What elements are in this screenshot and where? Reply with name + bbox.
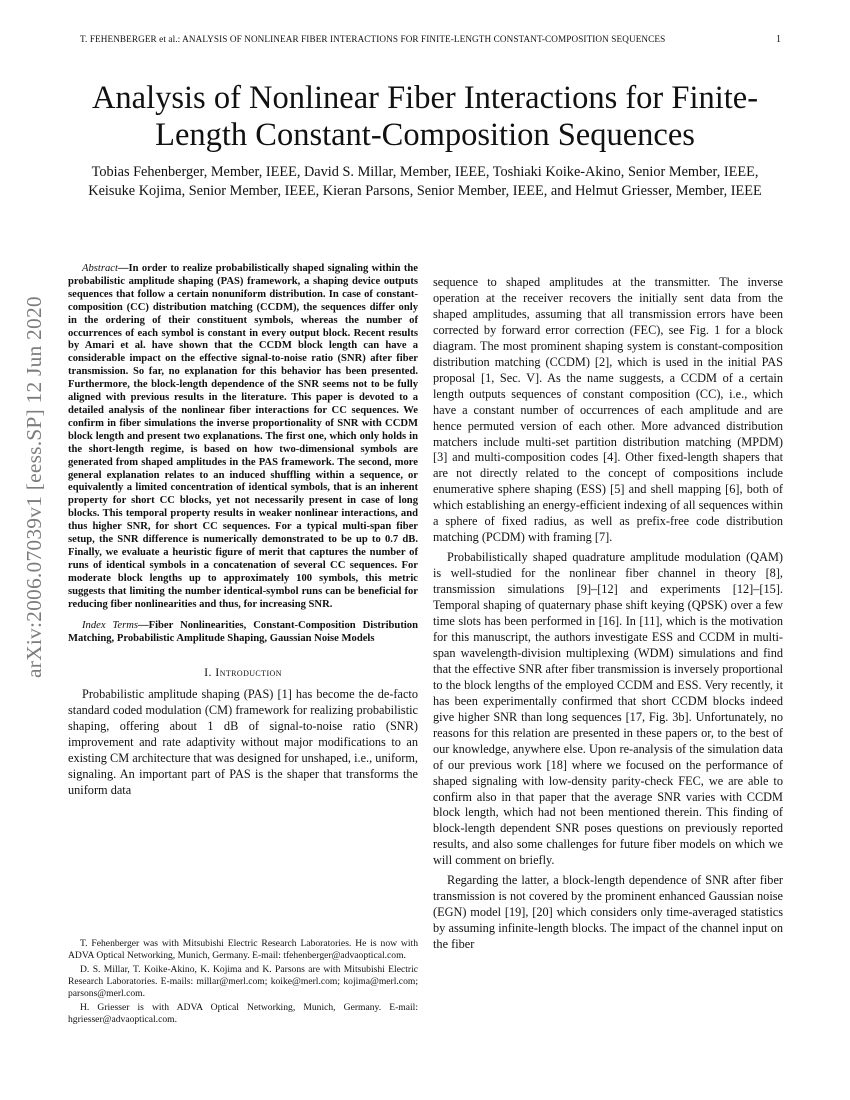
footnotes xyxy=(68,938,418,1028)
section-heading-introduction: I. Introduction xyxy=(204,665,282,680)
left-column xyxy=(68,263,418,799)
paper-title: Analysis of Nonlinear Fiber Interactions for Finite-Length Constant-Composition Sequences xyxy=(91,80,759,153)
abstract-text: —In order to realize probabilistically shaped signaling within the probabilistic amplitude shaping (PAS) framework, a shaping device outputs sequences that follow a certain nonuniform distribution. In case of constant-composition (CC) distribution matching (CCDM), the sequences differ only in the ordering of their constituent symbols, whereas the number of occurrences of each symbol is constant in every output block. Recent results by Amari et al. have shown that the CCDM block length can have a considerable impact on the effective signal-to-noise ratio (SNR) after fiber transmission. So far, no explanation for this behavior has been presented. Furthermore, the block-length dependence of the SNR seems not to be fully aligned with previous results in the literature. This paper is devoted to a detailed analysis of the nonlinear fiber interactions for CC sequences. We confirm in fiber simulations the inverse proportionality of SNR with CCDM block length and present two explanations. The first one, which only holds in the short-length regime, is based on how two-dimensional symbols are generated from shaped amplitudes in the PAS framework. The second, more general explanation relates to an induced shuffling within a sequence, or equivalently a limited concentration of identical symbols, that is an inherent property for short CC blocks, yet not necessarily present in case of long blocks. This temporal property results in weaker nonlinear interactions, and thus higher SNR, for short CC sequences. For a typical multi-span fiber setup, the SNR difference is numerically demonstrated to be up to 0.7 dB. Finally, we evaluate a heuristic figure of merit that captures the number of runs of identical symbols in a concatenation of several CC sequences. For moderate block lengths up to approximately 100 symbols, this metric suggests that limiting the number identical-symbol runs can be beneficial for reducing fiber nonlinearities and thus, for increasing SNR. xyxy=(68,263,418,610)
index-terms-text: —Fiber Nonlinearities, Constant-Composition Distribution Matching, Probabilistic Amplitude Shaping, Gaussian Noise Models xyxy=(68,620,418,645)
intro-paragraph-1: Probabilistic amplitude shaping (PAS) [1] has become the de-facto standard coded modulation (CM) framework for realizing probabilistic shaping, offering about 1 dB of signal-to-noise ratio (SNR) improvement and rate adaptivity without major modifications to an existing CM architecture that was designed for unshaped, i.e., uniform, signaling. An important part of PAS is the shaper that transforms the uniform data xyxy=(68,687,418,797)
right-paragraph-1: sequence to shaped amplitudes at the transmitter. The inverse operation at the receiver recovers the initially sent data from the shaped amplitudes, assuming that all transmission errors have been corrected by forward error correction (FEC), see Fig. 1 for a block diagram. The most prominent shaping system is constant-composition distribution matching (CCDM) [2], which is used in the initial PAS proposal [1, Sec. V]. As the name suggests, a CCDM of a certain length outputs sequences of constant composition (CC), i.e., which have a constant number of occurrences of each amplitude and are hence permuted version of each other. More advanced distribution matchers include multi-set partition distribution matching (MPDM) [3] and multi-composition codes [4]. Other fixed-length shapers that are not directly related to the concept of compositions include enumerative sphere shaping (ESS) [5] and shell mapping [6], both of which establishing an energy-efficient indexing of all sequences within a sphere of fixed radius, as well as prefix-free code distribution matching (PCDM) with framing [7]. xyxy=(433,275,783,545)
arxiv-identifier-stamp: arXiv:2006.07039v1 [eess.SP] 12 Jun 2020 xyxy=(22,296,46,678)
author-list: Tobias Fehenberger, Member, IEEE, David S. Millar, Member, IEEE, Toshiaki Koike-Akino, Senior Member, IEEE, Keisuke Kojima, Senior Member, IEEE, Kieran Parsons, Senior Member, IEEE, and Helmut Griesser, Member, IEEE xyxy=(88,164,762,199)
footnote-2: D. S. Millar, T. Koike-Akino, K. Kojima and K. Parsons are with Mitsubishi Electric Research Laboratories. E-mails: millar@merl.com; koike@merl.com; kojima@merl.com; parsons@merl.com. xyxy=(68,964,418,999)
index-terms xyxy=(68,620,418,646)
right-paragraph-2: Probabilistically shaped quadrature amplitude modulation (QAM) is well-studied for the nonlinear fiber channel in theory [8], transmission simulations [9]–[12] and experiments [12]–[15]. Temporal shaping of quaternary phase shift keying (QPSK) over a few time slots has been performed in [16]. In [11], which is the motivation for this manuscript, the authors investigate ESS and CCDM in multi-span wavelength-division multiplexing (WDM) simulations and find that the effective SNR after fiber transmission is inversely proportional to the block lengths of the employed CCDM and ESS. Very recently, it has been experimentally confirmed that short CCDM blocks indeed give higher SNR than long sequences [17, Fig. 3b]. Unfortunately, no reasons for this relation are presented in these papers or, to the best of our knowledge, anywhere else. Upon re-analysis of the simulation data of our previous work [18] where we focused on the performance of shaped signaling with low-density parity-check FEC, we are able to confirm also in that paper that the average SNR varies with CCDM block length, which had not been mentioned therein. This finding of block-length dependent SNR poses questions on previously reported results, and also some challenges for future fiber models on which we will comment on briefly. xyxy=(433,550,783,868)
running-head: T. FEHENBERGER et al.: ANALYSIS OF NONLINEAR FIBER INTERACTIONS FOR FINITE-LENGTH CONSTANT-COMPOSITION SEQUENCES xyxy=(80,34,666,44)
footnote-3: H. Griesser is with ADVA Optical Networking, Munich, Germany. E-mail: hgriesser@advaoptical.com. xyxy=(68,1002,418,1025)
page-number: 1 xyxy=(776,34,781,45)
footnote-1: T. Fehenberger was with Mitsubishi Electric Research Laboratories. He is now with ADVA Optical Networking, Munich, Germany. E-mail: tfehenberger@advaoptical.com. xyxy=(68,938,418,961)
abstract-lead: Abstract xyxy=(82,263,118,274)
right-paragraph-3: Regarding the latter, a block-length dependence of SNR after fiber transmission is not covered by the prominent enhanced Gaussian noise (EGN) model [19], [20] which considers only time-averaged statistics by assuming infinite-length blocks. The impact of the channel input on the fiber xyxy=(433,873,783,952)
abstract xyxy=(68,263,418,611)
index-terms-lead: Index Terms xyxy=(82,620,139,632)
right-column xyxy=(433,275,783,953)
